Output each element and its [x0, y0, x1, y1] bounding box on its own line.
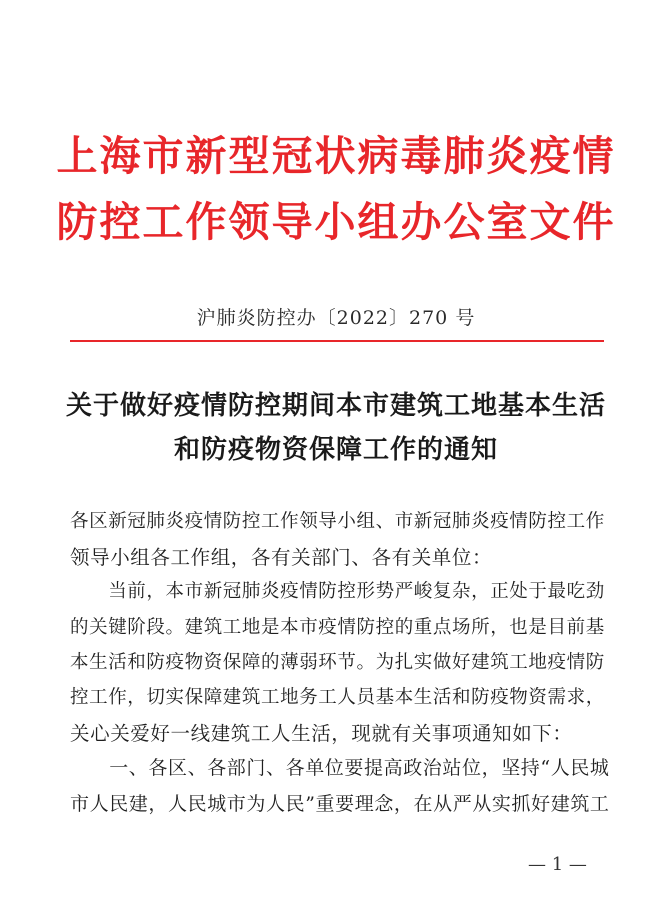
body-line: 本生活和防疫物资保障的薄弱环节。为扎实做好建筑工地疫情防 — [70, 652, 605, 673]
body-line: 一、各区、各部门、各单位要提高政治站位，坚持“人民城 — [70, 757, 610, 779]
body-line: 当前，本市新冠肺炎疫情防控形势严峻复杂，正处于最吃劲 — [70, 581, 605, 602]
page-number: — 1 — — [528, 854, 587, 875]
notice-title-line-2: 和防疫物资保障工作的通知 — [174, 435, 499, 465]
body-line: 市人民建，人民城市为人民”重要理念，在从严从实抓好建筑工 — [70, 793, 610, 815]
body-line: 的关键阶段。建筑工地是本市疫情防控的重点场所，也是目前基 — [70, 617, 605, 638]
body-line: 各区新冠肺炎疫情防控工作领导小组、市新冠肺炎疫情防控工作 — [70, 511, 605, 532]
red-divider — [70, 340, 604, 342]
body-line: 领导小组各工作组，各有关部门、各有关单位： — [70, 546, 493, 569]
body-line: 关心关爱好一线建筑工人生活，现就有关事项通知如下： — [70, 722, 573, 745]
body-line: 控工作，切实保障建筑工地务工人员基本生活和防疫物资需求， — [70, 687, 605, 708]
issuer-title-line-1: 上海市新型冠状病毒肺炎疫情 — [56, 132, 616, 180]
issuer-title-line-2: 防控工作领导小组办公室文件 — [56, 198, 616, 246]
document-number: 沪肺炎防控办〔2022〕270 号 — [196, 307, 476, 329]
notice-title-line-1: 关于做好疫情防控期间本市建筑工地基本生活 — [66, 391, 607, 421]
